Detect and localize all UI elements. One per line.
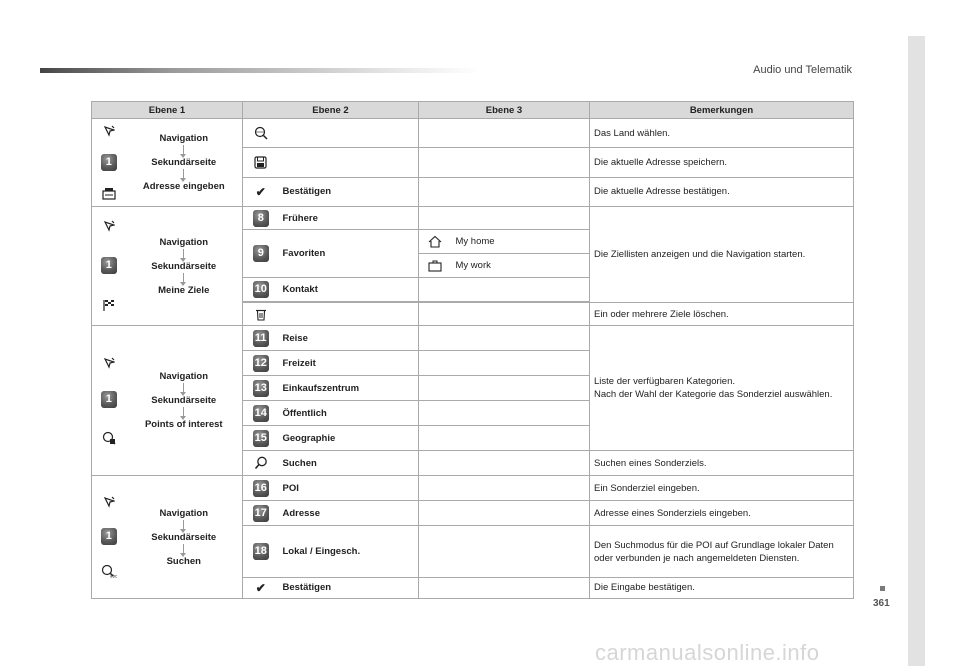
remark: Die aktuelle Adresse bestätigen.	[590, 177, 854, 206]
remark: Ein Sonderziel eingeben.	[590, 476, 854, 501]
watermark: carmanualsonline.info	[595, 640, 820, 665]
path-step: Navigation	[159, 133, 209, 144]
step-badge: 18	[253, 543, 269, 560]
path-step: Adresse eingeben	[142, 181, 225, 192]
step-badge: 9	[253, 245, 269, 262]
level2-label: Adresse	[279, 501, 419, 526]
briefcase-icon	[428, 260, 442, 272]
path-step: Meine Ziele	[158, 284, 210, 296]
step-badge: 14	[253, 405, 269, 422]
text-search-icon	[101, 564, 117, 578]
remark: Die aktuelle Adresse speichern.	[590, 148, 854, 177]
level2-label	[279, 148, 419, 177]
remark: Die Eingabe bestätigen.	[590, 577, 854, 598]
step-badge: 1	[101, 528, 117, 545]
svg-text:abc: abc	[109, 573, 117, 578]
step-badge: 1	[101, 257, 117, 274]
level2-label: Freizeit	[279, 351, 419, 376]
level3-label: My home	[452, 230, 590, 254]
path-step: Sekundärseite	[151, 395, 217, 406]
check-icon: ✔	[255, 184, 266, 199]
page-marker	[880, 586, 885, 591]
step-badge: 11	[253, 330, 269, 347]
level2-label: POI	[279, 476, 419, 501]
step-badge: 12	[253, 355, 269, 372]
remark: Ein oder mehrere Ziele löschen.	[590, 303, 854, 326]
remark: Das Land wählen.	[590, 119, 854, 148]
remark: Liste der verfügbaren Kategorien. Nach der Wahl der Kategorie das Sonderziel auswählen.	[590, 326, 854, 451]
poi-search-icon	[102, 431, 116, 445]
address-card-icon	[102, 187, 116, 200]
step-badge: 17	[253, 505, 269, 522]
level2-label: Lokal / Eingesch.	[279, 526, 419, 577]
menu-table	[91, 101, 854, 599]
step-badge: 8	[253, 210, 269, 227]
remark: Den Suchmodus für die POI auf Grundlage lokaler Daten oder verbunden je nach angemeldeten Diensten.	[590, 526, 854, 577]
globe-search-icon	[254, 126, 268, 140]
page-side-tab	[908, 36, 925, 666]
header-level-1: Ebene 1	[92, 102, 243, 119]
level2-label: Öffentlich	[279, 401, 419, 426]
level2-label: Reise	[279, 326, 419, 351]
level2-label: Bestätigen	[279, 577, 419, 598]
header-level-3: Ebene 3	[419, 102, 590, 119]
level2-label: Geographie	[279, 426, 419, 451]
level2-label: Suchen	[279, 451, 419, 476]
table-row	[92, 119, 854, 148]
search-icon	[254, 456, 268, 470]
level2-label	[279, 119, 419, 148]
page-number: 361	[873, 598, 890, 609]
step-badge: 1	[101, 391, 117, 408]
step-badge: 16	[253, 480, 269, 497]
level2-label: Einkaufszentrum	[279, 376, 419, 401]
navigation-arrow-icon	[103, 125, 115, 137]
home-icon	[428, 235, 442, 248]
group1-path	[126, 119, 243, 207]
path-step: Suchen	[166, 555, 201, 567]
table-header-row	[92, 102, 854, 119]
table-row	[92, 207, 854, 230]
path-step: Navigation	[159, 236, 209, 248]
level3-label: My work	[452, 254, 590, 278]
level2-label: Bestätigen	[279, 177, 419, 206]
group2-path	[126, 207, 243, 326]
path-step: Sekundärseite	[151, 157, 217, 168]
remark: Adresse eines Sonderziels eingeben.	[590, 501, 854, 526]
level2-label: Frühere	[279, 207, 419, 230]
header-level-2: Ebene 2	[243, 102, 419, 119]
step-badge: 13	[253, 380, 269, 397]
navigation-arrow-icon	[103, 357, 115, 369]
group3-path	[126, 326, 243, 476]
save-icon	[254, 156, 267, 169]
step-badge: 10	[253, 281, 269, 298]
checkered-flag-icon	[102, 299, 115, 312]
trash-icon	[255, 308, 267, 321]
remark: Die Ziellisten anzeigen und die Navigation starten.	[590, 207, 854, 303]
path-step: Sekundärseite	[151, 531, 217, 543]
header-remarks: Bemerkungen	[590, 102, 854, 119]
remark: Suchen eines Sonderziels.	[590, 451, 854, 476]
check-icon: ✔	[255, 580, 266, 595]
step-badge: 1	[101, 154, 117, 171]
path-step: Sekundärseite	[151, 260, 217, 272]
navigation-arrow-icon	[103, 220, 115, 232]
table-row	[92, 326, 854, 351]
path-step: Navigation	[159, 507, 209, 519]
level2-label: Favoriten	[279, 230, 419, 278]
navigation-arrow-icon	[103, 496, 115, 508]
group3-icons	[92, 326, 126, 476]
group2-icons	[92, 207, 126, 326]
group4-icons	[92, 476, 126, 599]
section-title: Audio und Telematik	[753, 64, 852, 76]
level2-label: Kontakt	[279, 278, 419, 302]
path-step: Points of interest	[144, 419, 223, 430]
path-step: Navigation	[159, 371, 209, 382]
table-row	[92, 476, 854, 501]
step-badge: 15	[253, 430, 269, 447]
group1-icons	[92, 119, 126, 207]
group4-path	[126, 476, 243, 599]
decorative-header-bar	[40, 68, 480, 73]
